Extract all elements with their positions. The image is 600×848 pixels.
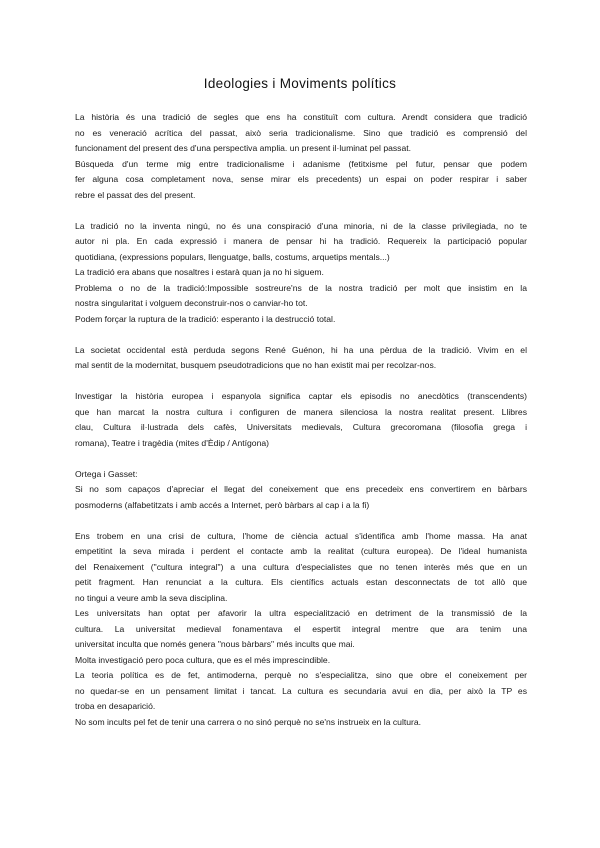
text-line: No som incults pel fet de tenir una carrera o no sinó perquè no se'ns instrueix en la cultura. bbox=[75, 716, 422, 727]
text-line: mal sentit de la modernitat, busquem pseudotradicions que no han existit mai per recolzar-nos. bbox=[75, 360, 437, 370]
text-line: Ens trobem en una crisi de cultura, l'home de ciència actual s'identifica amb l'home massa. Ha anat bbox=[75, 530, 527, 541]
text-line: nostra singularitat i volguem deconstruir-nos o canviar-ho tot. bbox=[75, 298, 308, 308]
text-line: Problema o no de la tradició:Impossible sostreure'ns de la nostra tradició per molt que insistim en la bbox=[75, 282, 527, 293]
text-line: La societat occidental està perduda segons René Guénon, hi ha una pèrdua de la tradició. Vivim en el bbox=[75, 344, 527, 355]
paragraph bbox=[75, 529, 527, 731]
text-line: La història és una tradició de segles que ens ha constituït com cultura. Arendt considera que tradició bbox=[75, 112, 527, 122]
text-line: del Renaixement ("cultura integral") a una cultura d'especialistes que no tenen interès més que en un bbox=[75, 561, 527, 572]
text-line: no es veneració acrítica del passat, això seria tradicionalisme. Sino que tradició es comprensió del bbox=[75, 127, 527, 138]
text-line: romana), Teatre i tragèdia (mites d'Èdip / Antígona) bbox=[75, 437, 269, 448]
text-line: La teoria política es de fet, antimoderna, perquè no s'especialitza, sino que obre el coneixement per bbox=[75, 670, 527, 680]
text-line: universitat inculta que només genera "nous bàrbars" més incults que mai. bbox=[75, 639, 355, 649]
paragraph bbox=[75, 389, 527, 451]
paragraph bbox=[75, 467, 527, 514]
text-line: rebre el passat des del present. bbox=[75, 189, 196, 200]
text-line: petit fragment. Han renunciat a la cultura. Els científics actuals estan desconnectats de tot allò que bbox=[75, 577, 527, 587]
paragraph bbox=[75, 219, 527, 328]
text-line: Investigar la història europea i espanyola significa captar els episodis no anecdòtics (transcendents) bbox=[75, 391, 527, 401]
text-line: Les universitats han optat per afavorir la ultra especialització en detriment de la transmissió de la bbox=[75, 608, 527, 618]
text-line: La tradició era abans que nosaltres i estarà quan ja no hi siguem. bbox=[75, 267, 324, 277]
text-line: funcionament del present des d'una perspectiva amplia. un present il·luminat pel passat. bbox=[75, 143, 412, 153]
text-line: Molta investigació pero poca cultura, que es el més imprescindible. bbox=[75, 654, 331, 665]
paragraph bbox=[75, 343, 527, 374]
text-line: autor ni pla. En cada expressió i manera de pensar hi ha tradició. Requereix la participació popular bbox=[75, 236, 527, 246]
document-body bbox=[75, 110, 527, 730]
text-line: posmoderns (alfabetitzats i amb accés a Internet, però bàrbars al cap i a la fi) bbox=[75, 499, 370, 510]
text-line: empetitint la seva mirada i perdent el contacte amb la realitat (cultura europea). De l'ideal humanista bbox=[75, 546, 527, 556]
text-line: cultura. La universitat medieval fonamentava el espertit integral mentre que ara tenim una bbox=[75, 623, 527, 634]
text-line: Ortega i Gasset: bbox=[75, 468, 138, 479]
text-line: que han marcat la nostra cultura i configuren de manera silenciosa la nostra realitat present. Llibres bbox=[75, 406, 527, 417]
text-line: clau, Cultura il·lustrada dels cafès, Universitats medievals, Cultura grecoromana (filosofia grega i bbox=[75, 422, 527, 432]
text-line: troba en desaparició. bbox=[75, 701, 156, 711]
text-line: no quedar-se en un pensament limitat i tancat. La cultura es secundaria avui en dia, per això la TP es bbox=[75, 685, 527, 696]
text-line: quotidiana, (expressions populars, llenguatge, balls, costums, arquetips mentals...) bbox=[75, 251, 390, 262]
text-line: Si no som capaços d'apreciar el llegat del coneixement que ens precedeix ens convertirem en bàrbars bbox=[75, 484, 527, 494]
text-line: La tradició no la inventa ningú, no és una conspiració d'una minoria, ni de la classe privilegiada, no te bbox=[75, 220, 527, 231]
text-line: no tingui a veure amb la seva disciplina. bbox=[75, 592, 228, 603]
paragraph bbox=[75, 110, 527, 203]
text-line: Búsqueda d'un terme mig entre tradicionalisme i adanisme (fetitxisme pel futur, pensar que podem bbox=[75, 158, 527, 169]
text-line: fer alguna cosa completament nova, sense mirar els precedents) un espai on poder respirar i saber bbox=[75, 174, 527, 184]
text-line: Podem forçar la ruptura de la tradició: esperanto i la destrucció total. bbox=[75, 313, 336, 324]
page-title: Ideologies i Moviments polítics bbox=[203, 76, 397, 91]
